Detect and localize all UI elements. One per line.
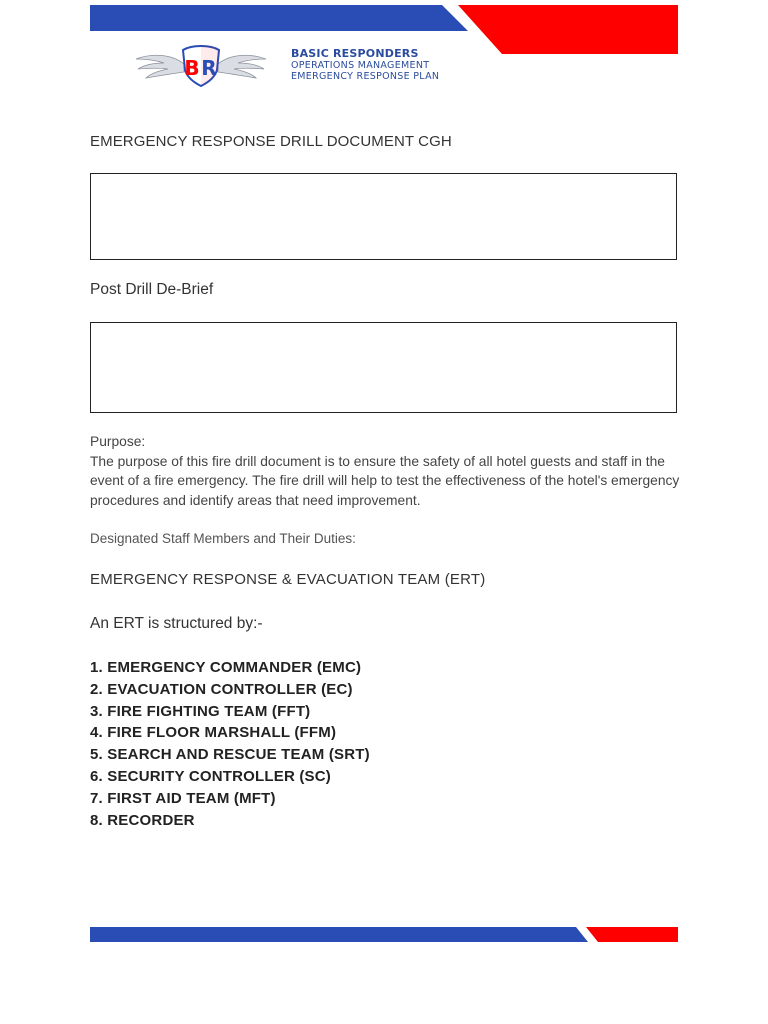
right-wing-icon [218, 55, 266, 78]
ert-role-item: 3. FIRE FIGHTING TEAM (FFT) [90, 702, 311, 720]
ert-heading: EMERGENCY RESPONSE & EVACUATION TEAM (ERT) [90, 571, 486, 588]
ert-role-list [90, 657, 370, 831]
debrief-label: Post Drill De-Brief [90, 281, 214, 298]
ert-role-item: 6. SECURITY CONTROLLER (SC) [90, 767, 331, 785]
logo-letter-r: R [201, 56, 217, 80]
ert-role-item: 2. EVACUATION CONTROLLER (EC) [90, 680, 353, 698]
brand-line-operations: OPERATIONS MANAGEMENT [291, 60, 430, 71]
footer-banner [90, 927, 678, 942]
document-title: EMERGENCY RESPONSE DRILL DOCUMENT CGH [90, 133, 452, 150]
ert-role-item: 1. EMERGENCY COMMANDER (EMC) [90, 659, 362, 676]
purpose-heading: Purpose: [90, 434, 146, 449]
logo-letter-b: B [184, 56, 200, 80]
header-banner-blue [90, 5, 468, 31]
brand-text [291, 48, 439, 82]
ert-role-item: 4. FIRE FLOOR MARSHALL (FFM) [90, 724, 337, 742]
purpose-text: The purpose of this fire drill document is to ensure the safety of all hotel guests and staff in the event of a fire emergency. The fire drill will help to test the effectiveness of the hotel's emergency procedures and identify areas that need improvement. [90, 453, 680, 508]
ert-role-item: 5. SEARCH AND RESCUE TEAM (SRT) [90, 746, 370, 764]
purpose-section [90, 432, 682, 510]
brand-name: BASIC RESPONDERS [291, 47, 419, 60]
ert-role-item: 7. FIRST AID TEAM (MFT) [90, 789, 276, 807]
brand-logo [134, 44, 268, 88]
ert-role-item: 8. RECORDER [90, 811, 195, 829]
brand-line-plan: EMERGENCY RESPONSE PLAN [291, 71, 440, 82]
left-wing-icon [136, 55, 184, 78]
drill-details-box[interactable] [90, 173, 677, 260]
designated-staff-heading: Designated Staff Members and Their Duties: [90, 531, 356, 546]
debrief-box[interactable] [90, 322, 677, 413]
footer-banner-blue [90, 927, 588, 942]
footer-banner-red [586, 927, 678, 942]
header-banner-red [458, 5, 678, 54]
ert-intro: An ERT is structured by:- [90, 615, 263, 632]
